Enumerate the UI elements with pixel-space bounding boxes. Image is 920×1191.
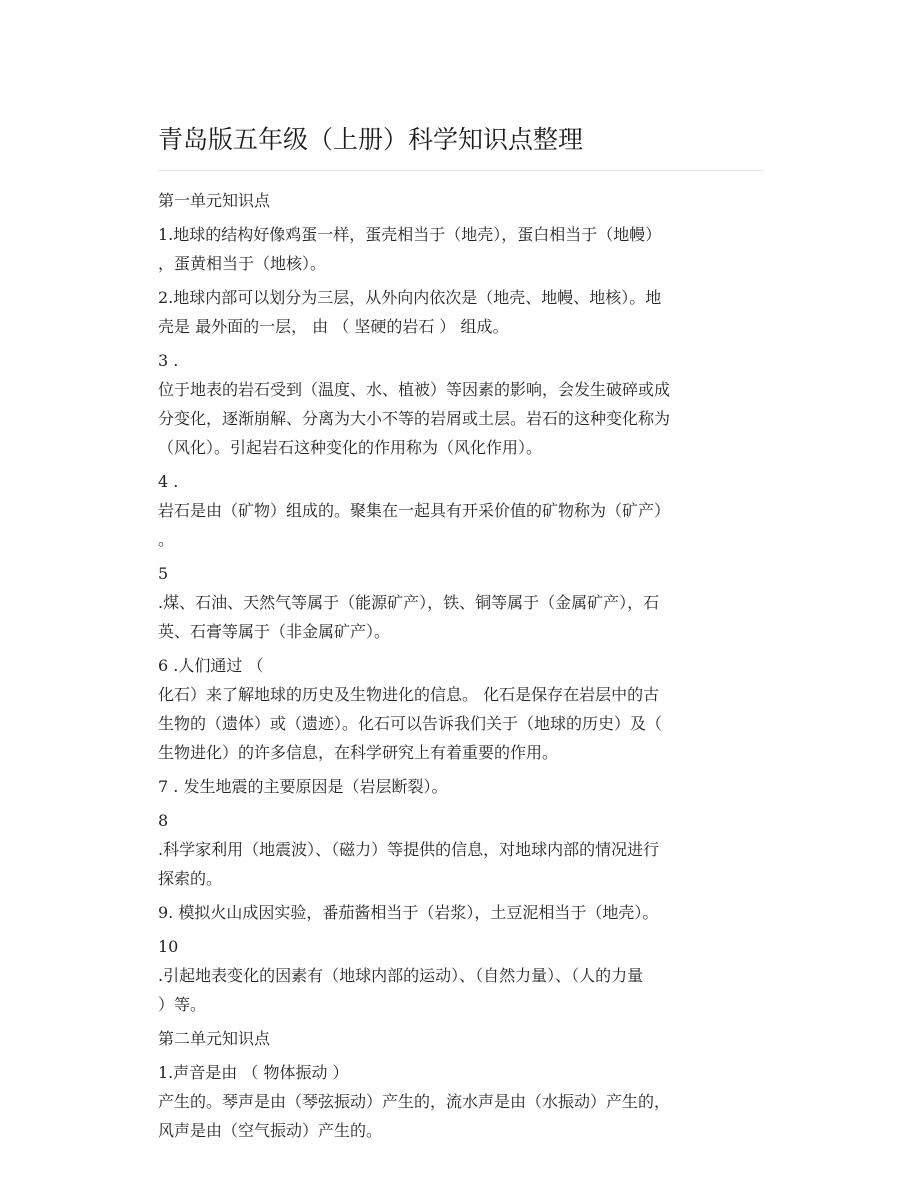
text-line: 探索的。	[158, 869, 223, 888]
text-line: （风化）。引起岩石这种变化的作用称为（风化作用）。	[158, 438, 543, 457]
text-line: 产生的。琴声是由（琴弦振动）产生的，流水声是由（水振动）产生的，	[158, 1092, 671, 1111]
text-line: 生物的（遗体）或（遗迹）。化石可以告诉我们关于（地球的历史）及（	[158, 714, 663, 733]
text-line: 6 .人们通过 （	[158, 656, 264, 675]
paragraph	[158, 467, 764, 554]
text-line: 第二单元知识点	[158, 1029, 271, 1048]
text-line: 1.地球的结构好像鸡蛋一样，蛋壳相当于（地壳），蛋白相当于（地幔）	[158, 225, 662, 244]
title-divider	[158, 170, 764, 171]
text-line: .煤、石油、天然气等属于（能源矿产），铁、铜等属于（金属矿产），石	[158, 593, 660, 612]
text-line: 3 .	[158, 351, 179, 370]
text-line: 生物进化）的许多信息，在科学研究上有着重要的作用。	[158, 743, 559, 762]
text-line: 壳是 最外面的一层， 由 （ 坚硬的岩石 ） 组成。	[158, 317, 509, 336]
text-line: 1.声音是由 （ 物体振动 ）	[158, 1063, 349, 1082]
text-line: 4 .	[158, 472, 179, 491]
paragraph	[158, 806, 764, 893]
text-line: 第一单元知识点	[158, 191, 271, 210]
text-line: .引起地表变化的因素有（地球内部的运动）、（自然力量）、（人的力量	[158, 966, 644, 985]
text-line: 英、石膏等属于（非金属矿产）。	[158, 622, 391, 641]
paragraph	[158, 772, 764, 801]
text-line: 2.地球内部可以划分为三层，从外向内依次是（地壳、地幔、地核）。地	[158, 288, 662, 307]
paragraph	[158, 283, 764, 341]
text-line: 8	[158, 811, 169, 830]
paragraph	[158, 651, 764, 767]
text-line: 风声是由（空气振动）产生的。	[158, 1121, 383, 1140]
text-line: 。	[158, 530, 175, 549]
paragraph	[158, 898, 764, 927]
text-line: .科学家利用（地震波）、（磁力）等提供的信息，对地球内部的情况进行	[158, 840, 660, 859]
text-line: 5	[158, 564, 169, 583]
text-line: 10	[158, 937, 179, 956]
text-line: 位于地表的岩石受到（温度、水、植被）等因素的影响，会发生破碎或成	[158, 380, 671, 399]
paragraph	[158, 346, 764, 462]
text-line: 7 . 发生地震的主要原因是（岩层断裂）。	[158, 777, 448, 796]
text-line: 9. 模拟火山成因实验，番茄酱相当于（岩浆），土豆泥相当于（地壳）。	[158, 903, 659, 922]
text-line: ，蛋黄相当于（地核）。	[158, 254, 327, 273]
text-line: 分变化，逐渐崩解、分离为大小不等的岩屑或土层。岩石的这种变化称为	[158, 409, 671, 428]
paragraph	[158, 559, 764, 646]
text-line: ）等。	[158, 995, 207, 1014]
paragraph	[158, 220, 764, 278]
text-line: 岩石是由（矿物）组成的。聚集在一起具有开采价值的矿物称为（矿产）	[158, 501, 671, 520]
document-title: 青岛版五年级（上册）科学知识点整理	[158, 125, 584, 154]
paragraph	[158, 932, 764, 1019]
paragraph	[158, 186, 764, 215]
text-line: 化石）来了解地球的历史及生物进化的信息。 化石是保存在岩层中的古	[158, 685, 660, 704]
paragraph	[158, 1058, 764, 1145]
paragraph	[158, 1024, 764, 1053]
document-body	[158, 186, 764, 1150]
